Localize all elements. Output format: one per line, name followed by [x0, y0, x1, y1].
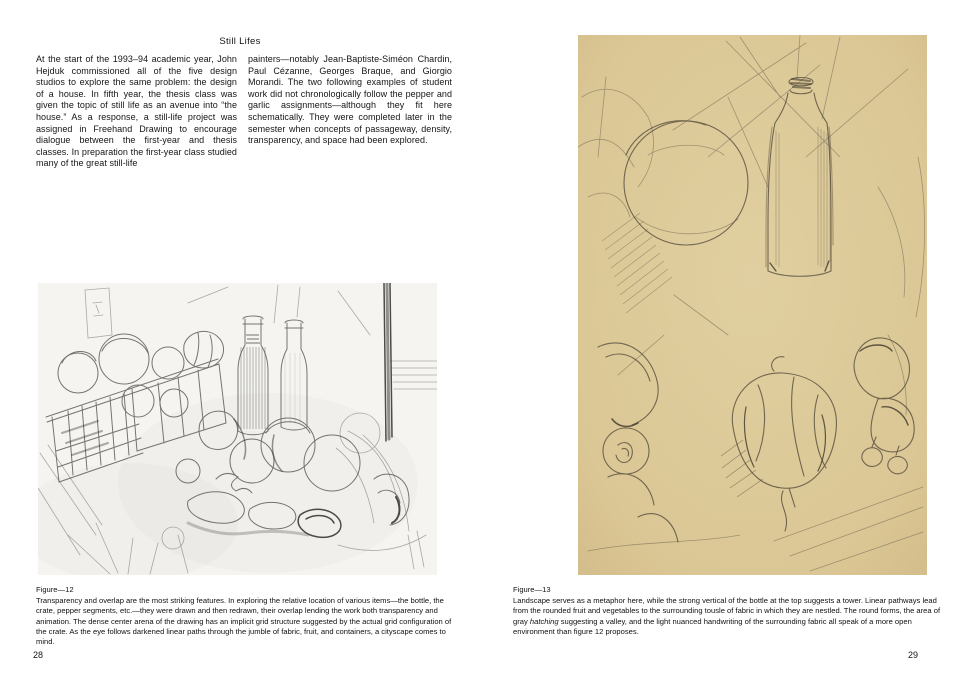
running-head: Still Lifes [219, 36, 261, 47]
figure-13-caption [513, 585, 941, 637]
figure-12-image [38, 283, 437, 575]
figure-12-caption-text: Transparency and overlap are the most striking features. In exploring the relative location of various items—the bottle, the crate, pepper segments, etc.—they were drawn and then redrawn, their overlap lending the work both transparency and animation. The dense center arena of the drawing has an implicit grid structure suggested by the actual grid configuration of the crate. As the eye follows darkened linear paths through the jumble of fabric, fruit, and containers, a cityscape comes to mind. [36, 596, 452, 647]
figure-12-label: Figure—12 [36, 585, 74, 594]
figure-13-caption-text-2: suggesting a valley, and the light nuanced handwriting of the surrounding fabric all speak of a more open environment than figure 12 proposes. [513, 616, 912, 636]
page-number-right: 29 [908, 650, 919, 660]
figure-13-label: Figure—13 [513, 585, 551, 594]
figure-13-drawing [578, 35, 927, 575]
figure-12-drawing [38, 283, 437, 575]
figure-13-caption-italic-word: hatching [529, 616, 559, 626]
body-column-1: At the start of the 1993–94 academic year, John Hejduk commissioned all of the five design studios to explore the same problem: the design of a house. In fifth year, the thesis class was given the topic of still life as an avenue into “the house.” As a response, a still-life project was assigned in Freehand Drawing to encourage dialogue between the first-year and thesis classes. In preparation the first-year class studied many of the great still-life [36, 54, 237, 169]
figure-13-caption-text-1: Landscape serves as a metaphor here, while the strong vertical of the bottle at the top suggests a tower. Linear pathways lead from the rounded fruit and vegetables to the surrounding tousle of fabric in which they are nestled. The round forms, the area of gray [513, 596, 941, 626]
figure-12-caption [36, 585, 457, 647]
page-number-left: 28 [33, 650, 44, 660]
body-column-2: painters—notably Jean-Baptiste-Siméon Chardin, Paul Cézanne, Georges Braque, and Giorgio Morandi. The two following examples of student work did not chronologically follow the pepper and garlic assignments—although they fit here schematically. They were completed later in the semester when concepts of passageway, density, transparency, and space had been explored. [248, 54, 452, 146]
figure-13-image [578, 35, 927, 575]
figure-13-paper [578, 35, 927, 575]
